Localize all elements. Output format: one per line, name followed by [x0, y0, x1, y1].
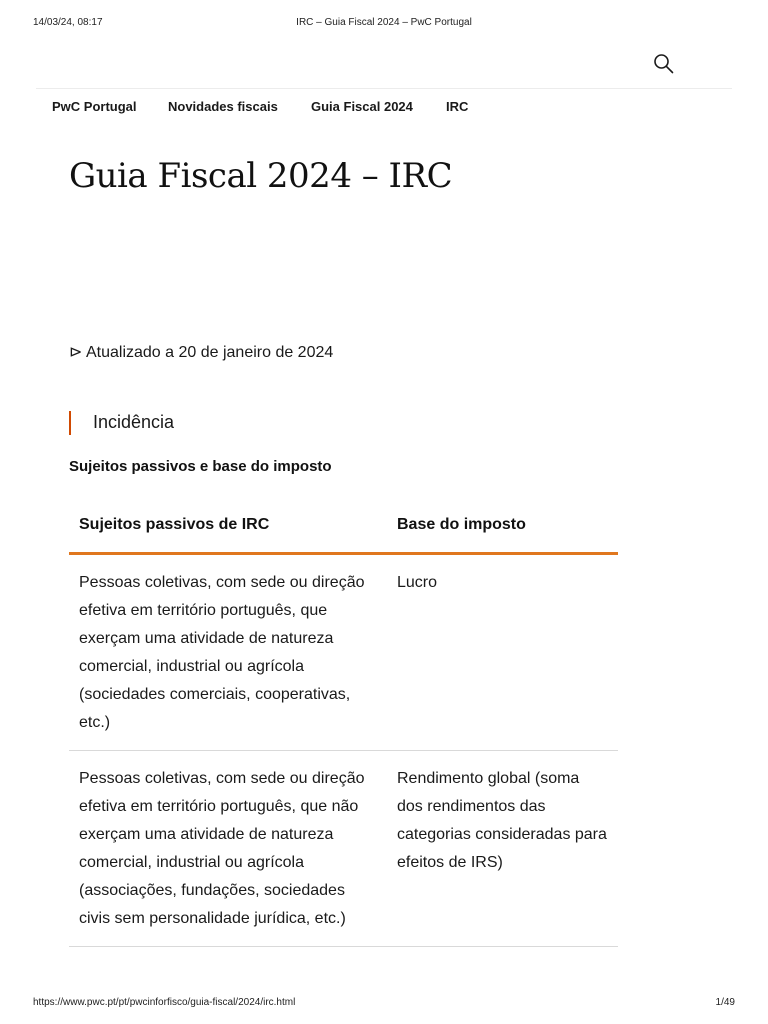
breadcrumb: [36, 88, 732, 129]
table-cell: Pessoas coletivas, com sede ou direção efetiva em território português, que exerçam uma atividade de natureza comercial, industrial ou agrícola (sociedades comerciais, cooperativas, etc.): [69, 554, 387, 751]
updated-date[interactable]: ⊳ Atualizado a 20 de janeiro de 2024: [69, 344, 334, 361]
table-header-cell: Base do imposto: [387, 500, 618, 554]
section-title: Incidência: [93, 412, 175, 432]
print-page-number: 1/49: [715, 997, 735, 1008]
table-cell: Rendimento global (soma dos rendimentos das categorias consideradas para efeitos de IRS): [387, 751, 618, 947]
table-cell: Pessoas coletivas, com sede ou direção efetiva em território português, que não exerçam uma atividade de natureza comercial, industrial ou agrícola (associações, fundações, sociedades civis sem personalidade jurídica, etc.): [69, 751, 387, 947]
table-row: [69, 751, 618, 947]
print-document-title: IRC – Guia Fiscal 2024 – PwC Portugal: [296, 17, 472, 28]
breadcrumb-item-irc[interactable]: IRC: [446, 99, 469, 114]
table-header-row: [69, 500, 618, 554]
search-button[interactable]: [652, 52, 676, 76]
print-footer: [33, 997, 735, 1011]
print-url: https://www.pwc.pt/pt/pwcinforfisco/guia-fiscal/2024/irc.html: [33, 997, 296, 1008]
table-cell: Lucro: [387, 554, 618, 751]
print-header: [33, 17, 735, 31]
table-header-cell: Sujeitos passivos de IRC: [69, 500, 387, 554]
tax-table: [69, 500, 618, 947]
print-datetime: 14/03/24, 08:17: [33, 17, 103, 28]
search-icon: [652, 52, 676, 76]
breadcrumb-item-guia-fiscal-2024[interactable]: Guia Fiscal 2024: [311, 99, 413, 114]
subsection-title: Sujeitos passivos e base do imposto: [69, 458, 332, 475]
breadcrumb-item-pwc-portugal[interactable]: PwC Portugal: [52, 99, 137, 114]
page-title: Guia Fiscal 2024 – IRC: [69, 156, 453, 196]
table-row: [69, 554, 618, 751]
breadcrumb-item-novidades-fiscais[interactable]: Novidades fiscais: [168, 99, 278, 114]
section-accent-bar: [69, 411, 71, 435]
